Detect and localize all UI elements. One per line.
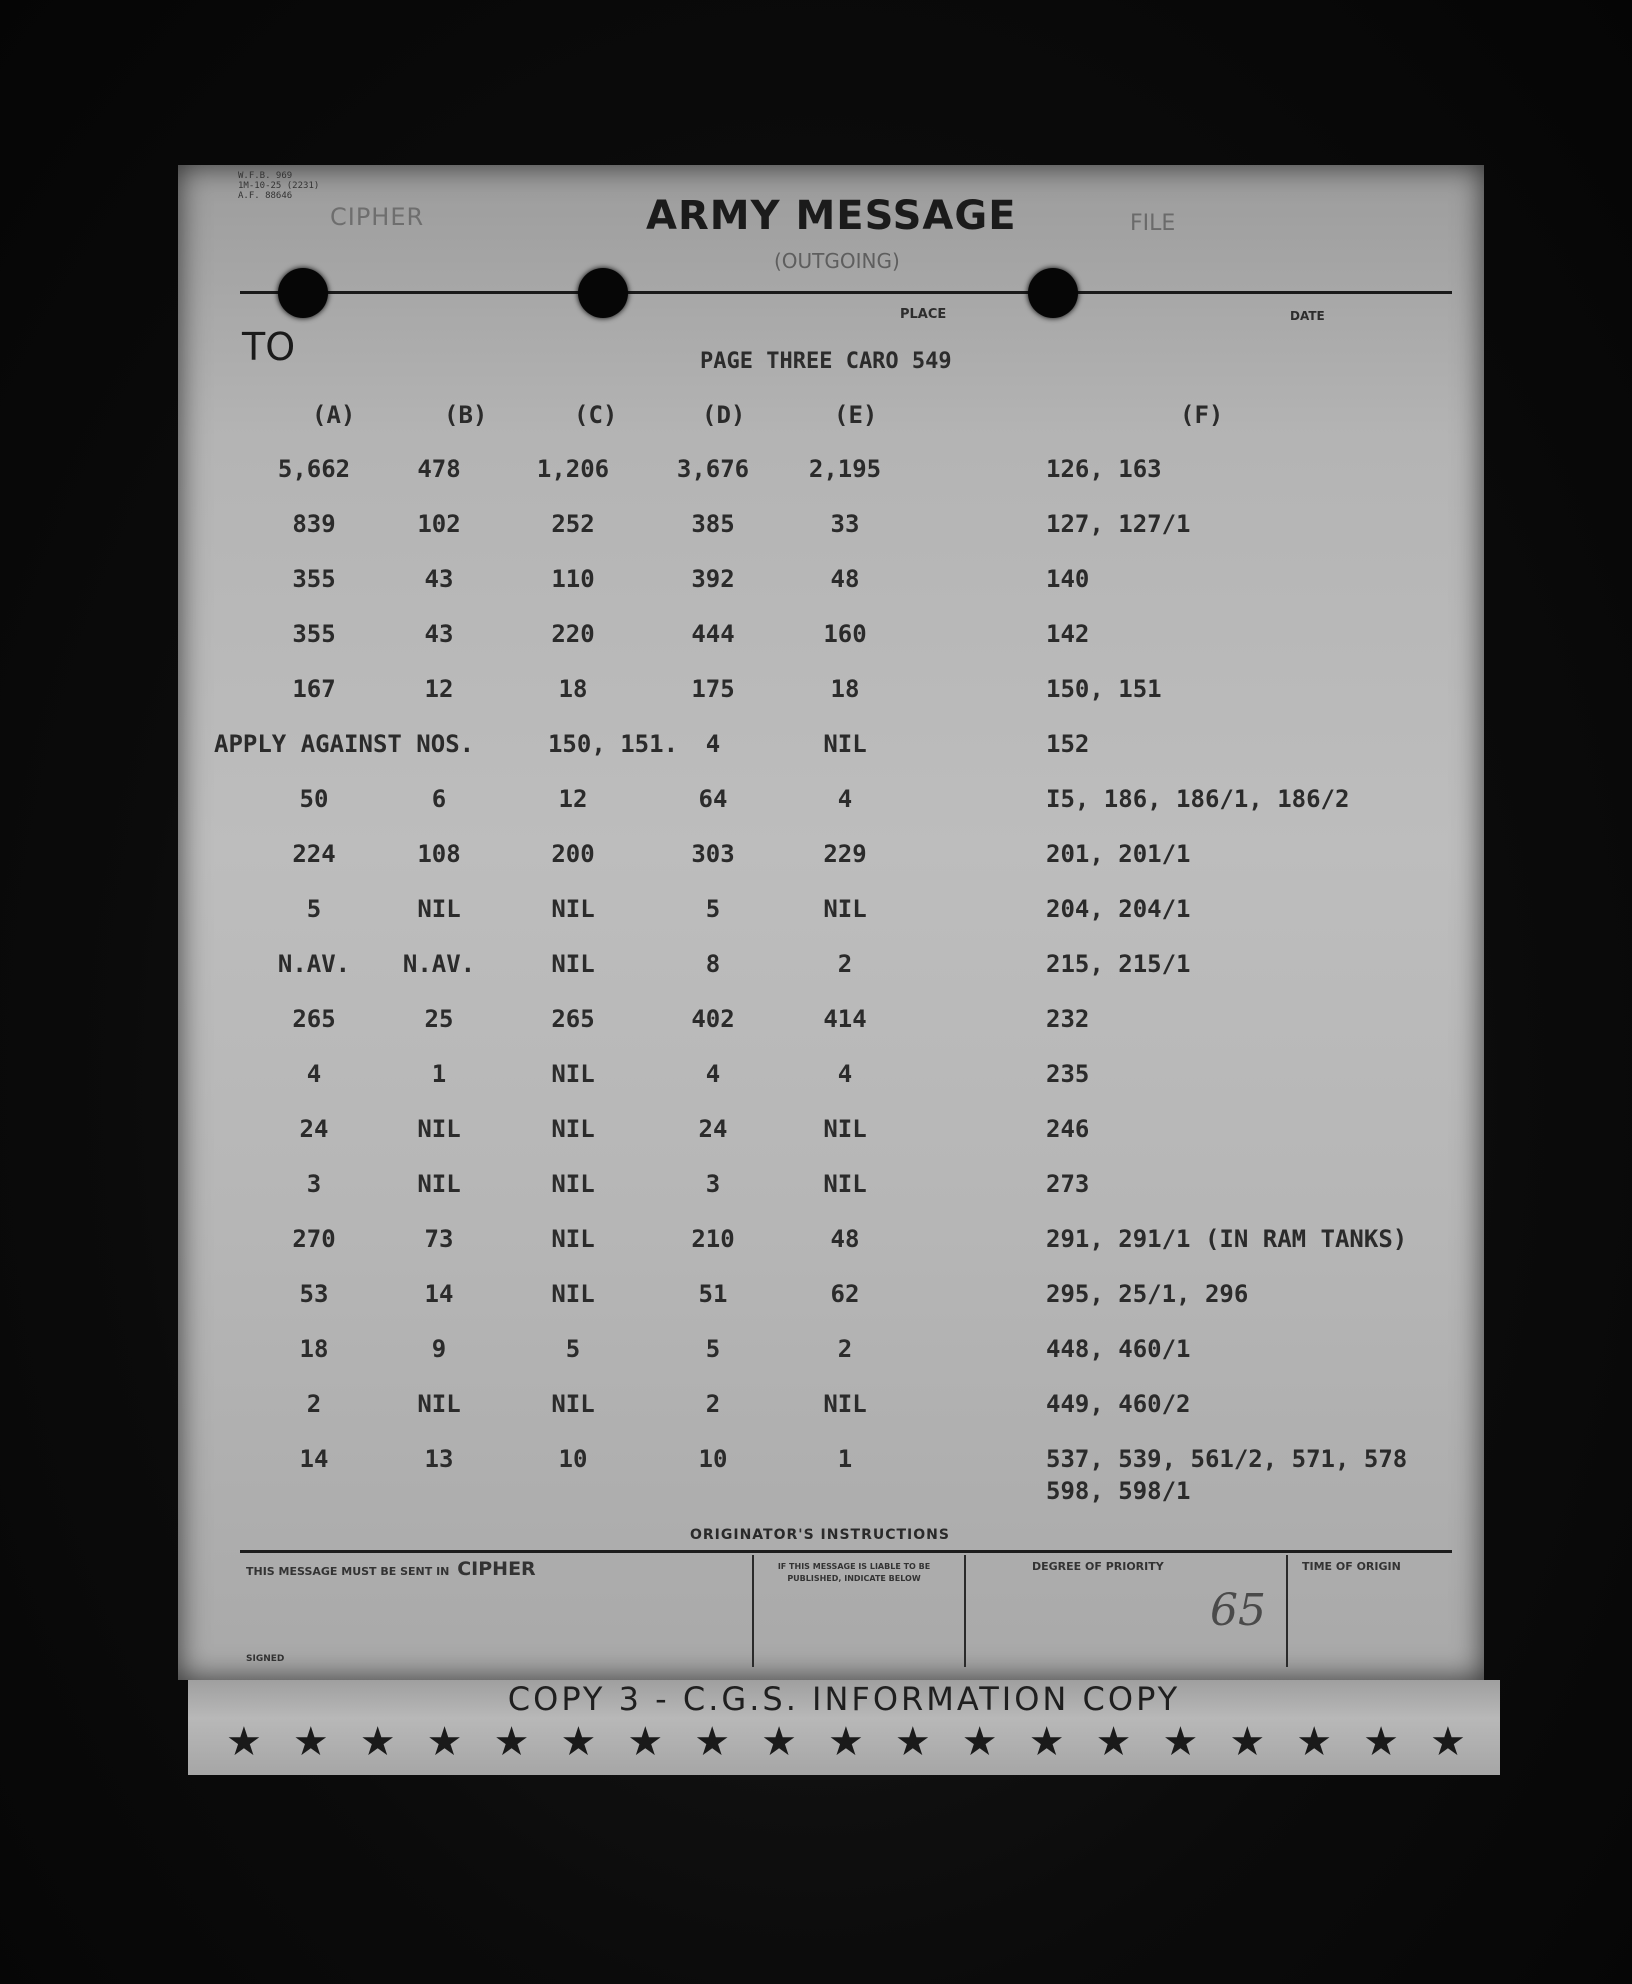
- star-row: [226, 1719, 1466, 1765]
- cell-a: 24: [299, 1115, 329, 1143]
- cell-b: 9: [431, 1335, 447, 1363]
- table-row: [178, 1445, 1484, 1505]
- copy-band: [188, 1680, 1500, 1775]
- star-icon: ★: [894, 1719, 931, 1765]
- table-row: [178, 510, 1484, 550]
- cell-e: 33: [830, 510, 860, 538]
- column-header-b: (B): [444, 401, 488, 429]
- cell-d: 2: [705, 1390, 721, 1418]
- cell-d: 5: [705, 1335, 721, 1363]
- star-icon: ★: [493, 1719, 530, 1765]
- table-row: [178, 1005, 1484, 1045]
- star-icon: ★: [1296, 1719, 1333, 1765]
- cell-c: 12: [558, 785, 588, 813]
- star-icon: ★: [1229, 1719, 1266, 1765]
- cell-e: 4: [837, 1060, 853, 1088]
- cell-f: 150, 151: [1046, 675, 1162, 703]
- cell-d: 5: [705, 895, 721, 923]
- cell-b: 13: [424, 1445, 454, 1473]
- cell-e: 4: [837, 785, 853, 813]
- star-icon: ★: [961, 1719, 998, 1765]
- cell-e: 18: [830, 675, 860, 703]
- footer-divider: [752, 1555, 754, 1667]
- cell-c: 10: [558, 1445, 588, 1473]
- star-icon: ★: [1095, 1719, 1132, 1765]
- cell-a: 14: [299, 1445, 329, 1473]
- star-icon: ★: [1028, 1719, 1065, 1765]
- cell-d: 3,676: [676, 455, 750, 483]
- row-note: APPLY AGAINST NOS.: [214, 730, 475, 758]
- cell-f: 537, 539, 561/2, 571, 578: [1046, 1445, 1408, 1473]
- cell-d: 3: [705, 1170, 721, 1198]
- column-header-d: (D): [702, 401, 746, 429]
- table-row: [178, 785, 1484, 825]
- cell-e: 414: [823, 1005, 867, 1033]
- cell-c: NIL: [551, 895, 595, 923]
- punch-hole-icon: [278, 268, 328, 318]
- file-label: FILE: [1130, 211, 1176, 236]
- cell-c: 220: [551, 620, 595, 648]
- cell-e: 2: [837, 1335, 853, 1363]
- cell-e: 48: [830, 565, 860, 593]
- cell-f: 295, 25/1, 296: [1046, 1280, 1249, 1308]
- column-header-f: (F): [1180, 401, 1224, 429]
- cell-f: 215, 215/1: [1046, 950, 1191, 978]
- star-icon: ★: [828, 1719, 864, 1765]
- column-header-e: (E): [834, 401, 878, 429]
- form-subtitle: (OUTGOING): [774, 249, 900, 273]
- copy-designation: COPY 3 - C.G.S. INFORMATION COPY: [507, 1680, 1181, 1718]
- cell-e: 2,195: [808, 455, 882, 483]
- cell-c: 5: [565, 1335, 581, 1363]
- cell-f: 246: [1046, 1115, 1090, 1143]
- cell-a: 2: [306, 1390, 322, 1418]
- cell-b: 43: [424, 620, 454, 648]
- cell-a: 3: [306, 1170, 322, 1198]
- column-header-a: (A): [312, 401, 356, 429]
- cell-f: 235: [1046, 1060, 1090, 1088]
- cell-b: 1: [431, 1060, 447, 1088]
- cell-f: 140: [1046, 565, 1090, 593]
- star-icon: ★: [1162, 1719, 1199, 1765]
- army-message-form: [178, 165, 1484, 1680]
- cell-b: 14: [424, 1280, 454, 1308]
- cell-e: NIL: [823, 1170, 867, 1198]
- cell-e: NIL: [823, 895, 867, 923]
- cell-a: 4: [306, 1060, 322, 1088]
- cell-f: 204, 204/1: [1046, 895, 1191, 923]
- star-icon: ★: [426, 1719, 463, 1765]
- cell-b: NIL: [417, 1170, 461, 1198]
- cell-a: 270: [292, 1225, 336, 1253]
- cell-d: 392: [691, 565, 735, 593]
- punch-hole-icon: [1028, 268, 1078, 318]
- star-icon: ★: [1363, 1719, 1399, 1765]
- cell-e: 229: [823, 840, 867, 868]
- star-icon: ★: [292, 1719, 329, 1765]
- cell-c: NIL: [551, 950, 595, 978]
- to-label: TO: [242, 325, 296, 369]
- table-row: [178, 1280, 1484, 1320]
- cell-d: 8: [705, 950, 721, 978]
- place-label: PLACE: [900, 307, 947, 322]
- handwritten-number: 65: [1210, 1585, 1266, 1636]
- cell-d: 4: [705, 1060, 721, 1088]
- cipher-instruction: [246, 1558, 536, 1580]
- cell-a: 839: [292, 510, 336, 538]
- cell-a: 5,662: [277, 455, 351, 483]
- cell-b: 478: [417, 455, 461, 483]
- star-icon: ★: [627, 1719, 664, 1765]
- cell-a: 224: [292, 840, 336, 868]
- cell-b: NIL: [417, 1115, 461, 1143]
- page-heading: PAGE THREE CARO 549: [700, 349, 952, 374]
- table-row: [178, 1335, 1484, 1375]
- cell-d: 64: [698, 785, 728, 813]
- publish-note: IF THIS MESSAGE IS LIABLE TO BE PUBLISHED, INDICATE BELOW: [777, 1562, 931, 1583]
- cell-f: I5, 186, 186/1, 186/2: [1046, 785, 1350, 813]
- signed-label: SIGNED: [246, 1654, 285, 1664]
- originator-label: ORIGINATOR'S INSTRUCTIONS: [690, 1527, 950, 1543]
- table-row: [178, 730, 1484, 770]
- cell-f: 232: [1046, 1005, 1090, 1033]
- star-icon: ★: [761, 1719, 797, 1765]
- star-icon: ★: [560, 1719, 597, 1765]
- cell-b: 108: [417, 840, 461, 868]
- cell-f: 273: [1046, 1170, 1090, 1198]
- time-of-origin-label: TIME OF ORIGIN: [1302, 1560, 1401, 1573]
- table-row: [178, 1060, 1484, 1100]
- cell-f: 448, 460/1: [1046, 1335, 1191, 1363]
- cell-f: 126, 163: [1046, 455, 1162, 483]
- cell-c: NIL: [551, 1225, 595, 1253]
- punch-hole-icon: [578, 268, 628, 318]
- cell-c: NIL: [551, 1115, 595, 1143]
- cell-a: 355: [292, 565, 336, 593]
- cell-b: 12: [424, 675, 454, 703]
- table-row: [178, 455, 1484, 495]
- cell-d: 4: [705, 730, 721, 758]
- cell-c: 110: [551, 565, 595, 593]
- cell-f: 152: [1046, 730, 1090, 758]
- cell-c: 252: [551, 510, 595, 538]
- cell-e: 62: [830, 1280, 860, 1308]
- cell-f-continued: 598, 598/1: [1046, 1477, 1191, 1505]
- cell-c: 18: [558, 675, 588, 703]
- date-label: DATE: [1290, 309, 1325, 323]
- cipher-instruction-text: THIS MESSAGE MUST BE SENT IN: [246, 1565, 450, 1578]
- cell-d: 385: [691, 510, 735, 538]
- table-row: [178, 840, 1484, 880]
- form-title: ARMY MESSAGE: [646, 193, 1017, 239]
- cell-b: 73: [424, 1225, 454, 1253]
- cell-c: NIL: [551, 1390, 595, 1418]
- cell-b: 43: [424, 565, 454, 593]
- table-row: [178, 1390, 1484, 1430]
- cell-f: 127, 127/1: [1046, 510, 1191, 538]
- cell-c: NIL: [551, 1170, 595, 1198]
- cell-c: 200: [551, 840, 595, 868]
- cell-e: NIL: [823, 730, 867, 758]
- table-row: [178, 1115, 1484, 1155]
- cell-a: N.AV.: [277, 950, 351, 978]
- cell-c: NIL: [551, 1060, 595, 1088]
- cell-d: 10: [698, 1445, 728, 1473]
- cell-c: 1,206: [536, 455, 610, 483]
- priority-label: DEGREE OF PRIORITY: [1032, 1560, 1164, 1573]
- cell-a: 18: [299, 1335, 329, 1363]
- table-row: [178, 675, 1484, 715]
- star-icon: ★: [694, 1719, 731, 1765]
- cell-e: 48: [830, 1225, 860, 1253]
- cell-f: 142: [1046, 620, 1090, 648]
- cell-e: 2: [837, 950, 853, 978]
- cell-b: 6: [431, 785, 447, 813]
- cell-d: 175: [691, 675, 735, 703]
- cell-e: 160: [823, 620, 867, 648]
- cell-d: 402: [691, 1005, 735, 1033]
- cell-d: 303: [691, 840, 735, 868]
- cell-f: 201, 201/1: [1046, 840, 1191, 868]
- cipher-word: CIPHER: [457, 1558, 536, 1580]
- cell-b: NIL: [417, 1390, 461, 1418]
- cell-a: 5: [306, 895, 322, 923]
- cell-f: 291, 291/1 (IN RAM TANKS): [1046, 1225, 1408, 1253]
- footer-divider: [964, 1555, 966, 1667]
- cell-b: 102: [417, 510, 461, 538]
- cell-d: 444: [691, 620, 735, 648]
- cell-b: NIL: [417, 895, 461, 923]
- cell-e: NIL: [823, 1115, 867, 1143]
- table-row: [178, 895, 1484, 935]
- star-icon: ★: [1430, 1719, 1466, 1765]
- cell-a: 167: [292, 675, 336, 703]
- cell-c: NIL: [551, 1280, 595, 1308]
- table-row: [178, 565, 1484, 605]
- cell-a: 50: [299, 785, 329, 813]
- header-rule: [240, 291, 1452, 294]
- form-code: W.F.B. 969 1M-10-25 (2231) A.F. 88646: [238, 171, 320, 201]
- column-header-c: (C): [574, 401, 618, 429]
- cell-d: 24: [698, 1115, 728, 1143]
- table-row: [178, 1170, 1484, 1210]
- cipher-label: CIPHER: [330, 203, 425, 231]
- cell-b: 25: [424, 1005, 454, 1033]
- cell-a: 53: [299, 1280, 329, 1308]
- cell-a: 265: [292, 1005, 336, 1033]
- cell-b: N.AV.: [402, 950, 476, 978]
- table-row: [178, 950, 1484, 990]
- footer-divider: [1286, 1555, 1288, 1667]
- cell-c: 265: [551, 1005, 595, 1033]
- cell-d: 51: [698, 1280, 728, 1308]
- cell-f: 449, 460/2: [1046, 1390, 1191, 1418]
- cell-c: 150, 151.: [547, 730, 679, 758]
- star-icon: ★: [359, 1719, 396, 1765]
- cell-a: 355: [292, 620, 336, 648]
- table-row: [178, 620, 1484, 660]
- footer-rule: [240, 1550, 1452, 1553]
- star-icon: ★: [226, 1719, 262, 1765]
- cell-d: 210: [691, 1225, 735, 1253]
- cell-e: NIL: [823, 1390, 867, 1418]
- cell-e: 1: [837, 1445, 853, 1473]
- table-row: [178, 1225, 1484, 1265]
